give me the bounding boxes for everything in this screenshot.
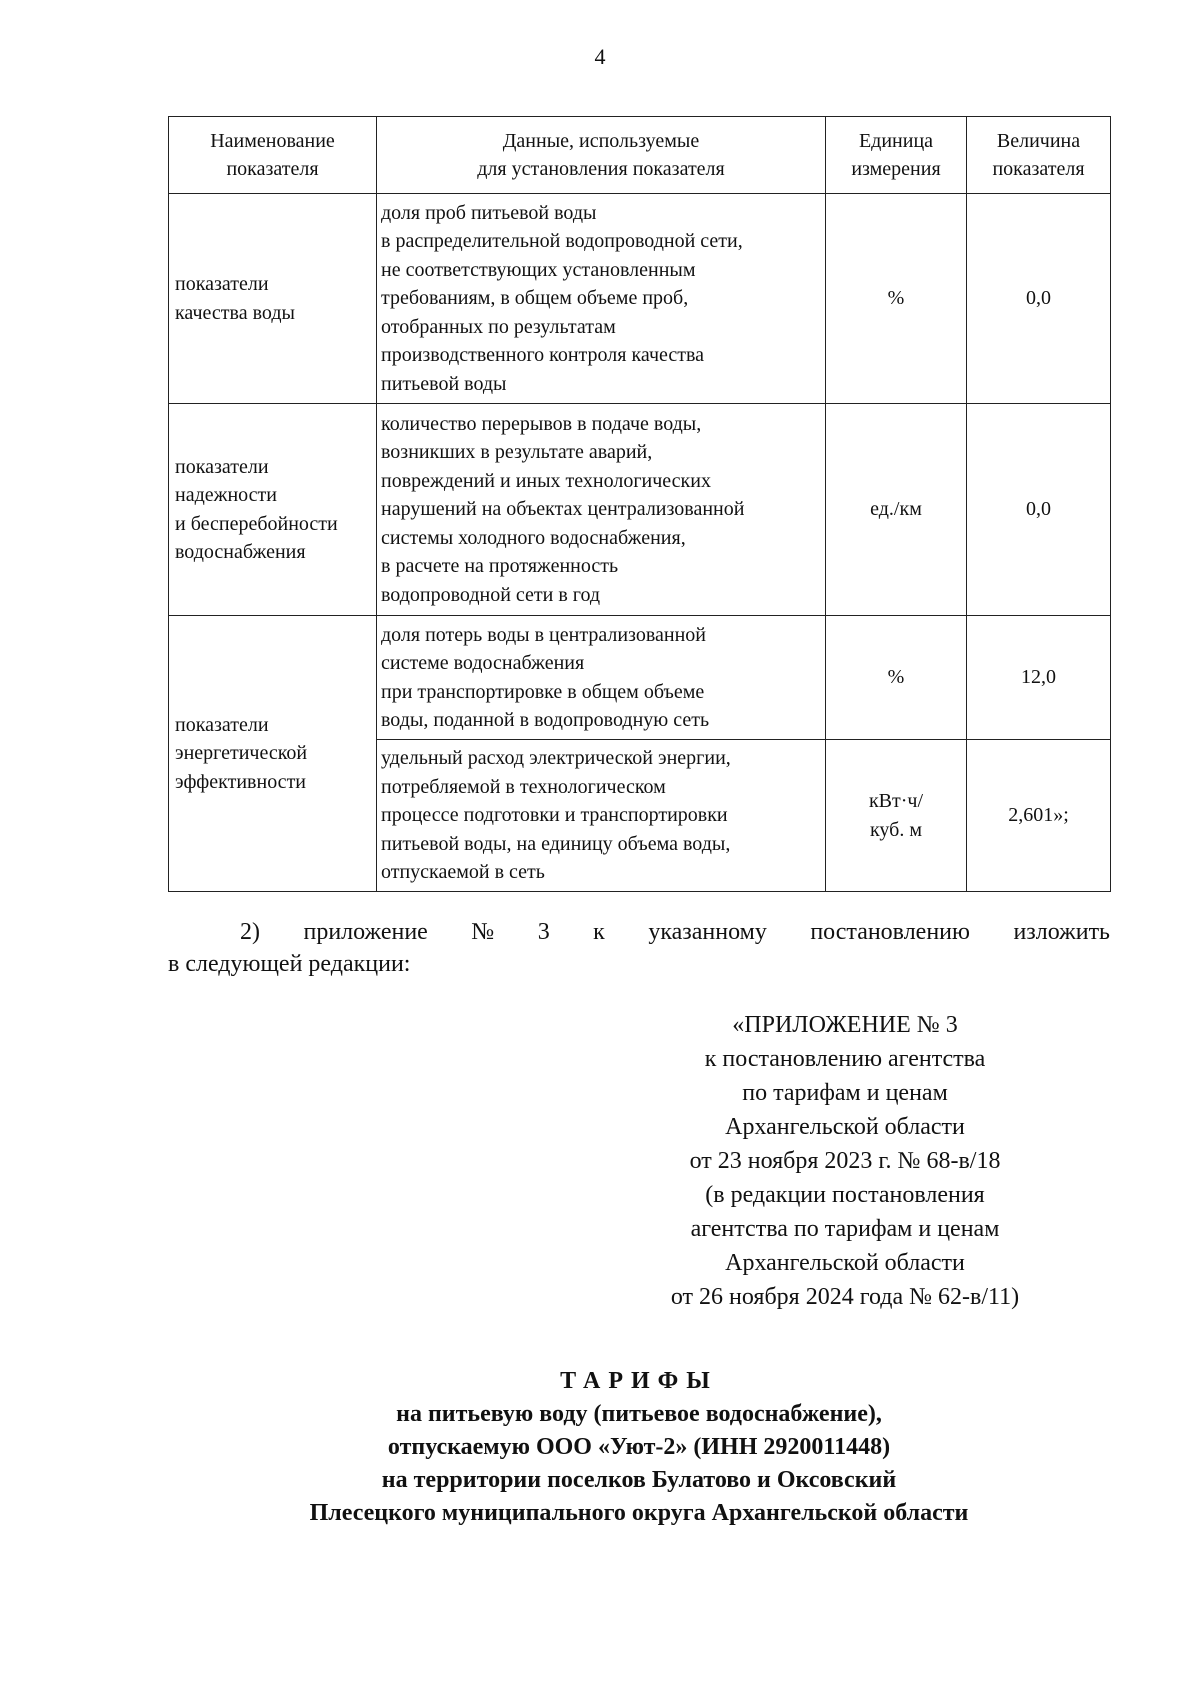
header-data-used: Данные, используемые для установления показателя xyxy=(377,117,826,194)
indicator-data: доля потерь воды в централизованной системе водоснабжения при транспортировке в общем объеме воды, поданной в водопроводную сеть xyxy=(377,616,826,740)
table-row xyxy=(169,194,1111,404)
indicator-unit: % xyxy=(826,194,967,404)
indicator-unit: % xyxy=(826,616,967,740)
paragraph-word: постановлению xyxy=(810,919,970,945)
paragraph-word: указанному xyxy=(648,919,767,945)
tariffs-line: на территории поселков Булатово и Оксовский xyxy=(381,1467,897,1493)
appendix-line: (в редакции постановления xyxy=(705,1182,985,1208)
appendix-line: Архангельской области xyxy=(725,1250,965,1276)
paragraph-word: приложение xyxy=(303,919,428,945)
paragraph-line-2: в следующей редакции: xyxy=(168,951,411,977)
paragraph-line-1 xyxy=(168,916,1110,948)
indicator-group-name: показатели энергетической эффективности xyxy=(169,616,377,892)
paragraph-word: № xyxy=(471,919,495,945)
table-header-row xyxy=(169,117,1111,194)
indicator-data: доля проб питьевой воды в распределительной водопроводной сети, не соответствующих установленным требованиям, в общем объеме проб, отобранных по результатам производственного контроля качества питьевой воды xyxy=(377,194,826,404)
appendix-line: от 26 ноября 2024 года № 62-в/11) xyxy=(670,1284,1020,1310)
indicator-value: 0,0 xyxy=(967,404,1111,616)
header-unit: Единица измерения xyxy=(826,117,967,194)
amendment-paragraph xyxy=(168,916,1110,980)
indicator-value: 0,0 xyxy=(967,194,1111,404)
tariffs-line: Плесецкого муниципального округа Архангельской области xyxy=(309,1500,969,1526)
paragraph-word: 2) xyxy=(240,919,260,945)
tariffs-line: на питьевую воду (питьевое водоснабжение), xyxy=(396,1401,882,1427)
appendix-line: «ПРИЛОЖЕНИЕ № 3 xyxy=(732,1012,958,1038)
tariffs-line: отпускаемую ООО «Уют-2» (ИНН 2920011448) xyxy=(387,1434,891,1460)
page-number: 4 xyxy=(594,44,606,69)
table-row xyxy=(169,616,1111,740)
appendix-header xyxy=(630,1008,1060,1314)
indicator-group-name: показатели качества воды xyxy=(169,194,377,404)
tariffs-title: ТАРИФЫ xyxy=(560,1368,718,1394)
table-row xyxy=(169,404,1111,616)
indicator-unit: кВт·ч/ куб. м xyxy=(826,740,967,892)
appendix-line: к постановлению агентства xyxy=(704,1046,986,1072)
indicator-value: 2,601»; xyxy=(967,740,1111,892)
paragraph-word: к xyxy=(593,919,605,945)
tariffs-heading xyxy=(168,1365,1110,1530)
appendix-line: от 23 ноября 2023 г. № 68-в/18 xyxy=(689,1148,1001,1174)
indicator-data: удельный расход электрической энергии, потребляемой в технологическом процессе подготовки и транспортировки питьевой воды, на единицу объема воды, отпускаемой в сеть xyxy=(377,740,826,892)
appendix-line: агентства по тарифам и ценам xyxy=(690,1216,1000,1242)
header-indicator-name: Наименование показателя xyxy=(169,117,377,194)
header-value: Величина показателя xyxy=(967,117,1111,194)
paragraph-word: изложить xyxy=(1013,919,1110,945)
indicator-value: 12,0 xyxy=(967,616,1111,740)
indicator-group-name: показатели надежности и бесперебойности водоснабжения xyxy=(169,404,377,616)
paragraph-word: 3 xyxy=(537,919,550,945)
appendix-line: по тарифам и ценам xyxy=(742,1080,948,1106)
indicator-unit: ед./км xyxy=(826,404,967,616)
indicator-data: количество перерывов в подаче воды, возникших в результате аварий, повреждений и иных технологических нарушений на объектах централизованной системы холодного водоснабжения, в расчете на протяженность водопроводной сети в год xyxy=(377,404,826,616)
appendix-line: Архангельской области xyxy=(725,1114,965,1140)
indicators-table xyxy=(168,116,1111,892)
